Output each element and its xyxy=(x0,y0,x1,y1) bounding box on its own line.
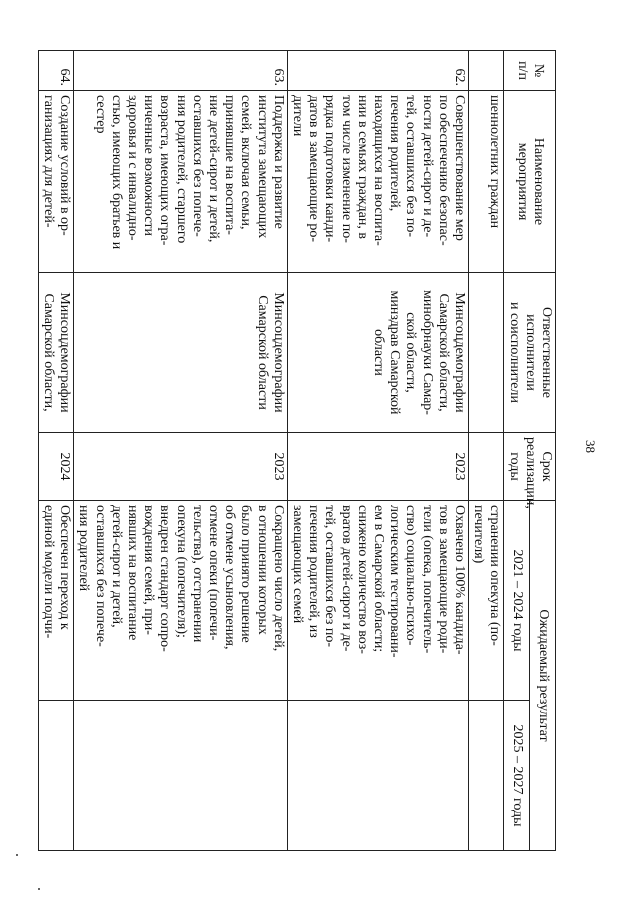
row-term: 2023 xyxy=(287,433,468,501)
row-result-2021-2024: Сокращено число детей, в отношении которых было принято решение об отмене усыновления, отмене опеки (попечи- тельства), отстранении опекуна (попечителя); внедрен стандарт сопро- вождения семей, при- нявших на воспитание детей-сирот и детей, оставшихся без попече- ния родителей xyxy=(74,501,288,701)
row-responsible: Минсоцдемографии Самарской области, минобрнауки Самар- ской области, минздрав Самарской области xyxy=(287,273,468,433)
row-term: 2024 xyxy=(38,433,73,501)
header-term: Срок реализации, годы xyxy=(504,433,556,501)
continuation-name: шеннолетних граждан xyxy=(468,91,503,273)
row-result-2025-2027 xyxy=(38,701,73,851)
row-name: Совершенствование мер по обеспечению безопас- ности детей-сирот и де- тей, оставшихся без по- печения родителей, находящихся на воспита- нии в семьях граждан, в том числе изменение по- рядка подготовки канди- датов в замещающие ро- дители xyxy=(287,91,468,273)
header-result-2025-2027: 2025 – 2027 годы xyxy=(504,701,530,851)
row-num: 64. xyxy=(38,51,73,91)
table-row xyxy=(468,51,503,851)
header-name: Наименование мероприятия xyxy=(504,91,556,273)
row-result-2021-2024: Обеспечен переход к единой модели подчи- xyxy=(38,501,73,701)
header-result: Ожидаемый результат xyxy=(530,501,556,851)
row-result-2025-2027 xyxy=(74,701,288,851)
continuation-result: странении опекуна (по- печителя) xyxy=(468,501,503,701)
row-result-2025-2027 xyxy=(287,701,468,851)
row-responsible: Минсоцдемографии Самарской области xyxy=(74,273,288,433)
table-row xyxy=(287,51,468,851)
row-name: Создание условий в ор- ганизациях для детей- xyxy=(38,91,73,273)
table-row xyxy=(74,51,288,851)
row-result-2021-2024: Охвачено 100% кандида- тов в замещающие роди- тели (опека, попечитель- ство) социально-психо- логическим тестировани- ем в Самарской области; снижено количество воз- вратов детей-сирот и де- тей, оставшихся без по- печения родителей, из замещающих семей xyxy=(287,501,468,701)
row-num: 62. xyxy=(287,51,468,91)
measures-table xyxy=(38,50,556,851)
header-num: № п/п xyxy=(504,51,556,91)
row-responsible: Минсоцдемографии Самарской области, xyxy=(38,273,73,433)
table-row xyxy=(38,51,73,851)
table-header-row xyxy=(530,51,556,851)
header-result-2021-2024: 2021 – 2024 годы xyxy=(504,501,530,701)
page-number: 38 xyxy=(583,440,598,453)
header-responsible: Ответственные исполнители и соисполнители xyxy=(504,273,556,433)
scan-speck xyxy=(16,854,18,856)
scan-speck xyxy=(38,888,40,890)
row-num: 63. xyxy=(74,51,288,91)
row-term: 2023 xyxy=(74,433,288,501)
row-name: Поддержка и развитие института замещающих семей, включая семьи, принявшие на воспита- ние детей-сирот и детей, оставшихся без попече- ния родителей, старшего возраста, имеющих огра- ниченные возможности здоровья и с инвалидно- стью, имеющих братьев и сестер xyxy=(74,91,288,273)
